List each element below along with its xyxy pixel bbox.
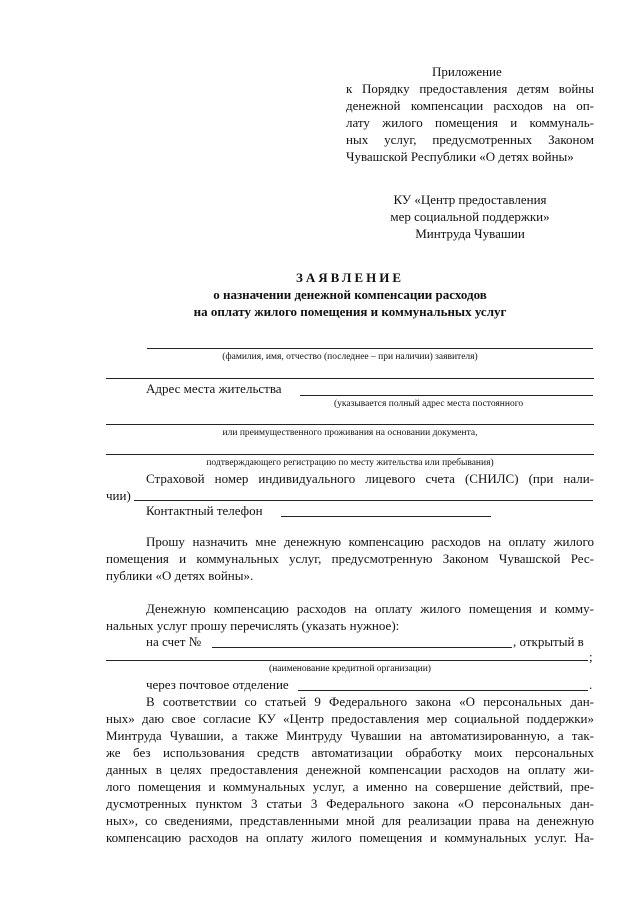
consent-line-2: ных» даю свое согласие КУ «Центр предоставления мер социальной поддержки» [106,711,594,726]
bank-field-line[interactable] [106,660,588,661]
appendix-title: Приложение [432,64,502,79]
consent-line-8: ных», со сведениями, представленными мной для реализации права на денежную [106,813,594,828]
consent-line-4: же без использования средств автоматизации обработку моих персональных [106,745,594,760]
form-subtitle-line-2: на оплату жилого помещения и коммунальных услуг [193,304,507,319]
addressee-line-3: Минтруда Чувашии [415,226,525,241]
post-office-label: через почтовое отделение [146,677,289,692]
snils-label: Страховой номер индивидуального лицевого счета (СНИЛС) (при нали- [146,471,594,486]
post-office-field-line[interactable] [298,690,588,691]
appendix-line-5: Чувашской Республики «О детях войны» [346,149,574,164]
account-suffix: , открытый в [513,634,584,649]
address-caption-2: или преимущественного проживания на основании документа, [222,428,478,438]
account-field-line[interactable] [212,647,512,648]
snils-field-line[interactable] [134,500,593,501]
consent-line-6: лого помещения и коммунальных услуг, а именно на совершение действий, пре- [106,779,594,794]
appendix-line-4: ных услуг, предусмотренных Законом [346,132,594,147]
post-office-period: . [589,677,593,692]
address-field-line-1[interactable] [300,395,593,396]
request-line-2: помещения и коммунальных услуг, предусмотренную Законом Чувашской Рес- [106,551,594,566]
address-caption-3: подтверждающего регистрацию по месту жительства или пребывания) [206,458,494,468]
fio-caption: (фамилия, имя, отчество (последнее – при наличии) заявителя) [222,352,478,362]
phone-label: Контактный телефон [146,503,263,518]
transfer-line-1: Денежную компенсацию расходов на оплату жилого помещения и комму- [146,601,594,616]
fio-field-line-2[interactable] [106,378,594,379]
form-subtitle-line-1: о назначении денежной компенсации расходов [213,287,487,302]
request-line-3: публики «О детях войны». [106,568,254,583]
address-field-line-3[interactable] [106,454,594,455]
transfer-line-2: нальных услуг прошу перечислять (указать нужное): [106,618,400,633]
bank-semicolon: ; [589,649,593,664]
consent-line-5: данных в целях предоставления денежной компенсации расходов на оплату жи- [106,762,594,777]
bank-caption: (наименование кредитной организации) [269,664,431,674]
consent-line-1: В соответствии со статьей 9 Федерального закона «О персональных дан- [146,694,594,709]
appendix-line-1: к Порядку предоставления детям войны [346,81,594,96]
request-line-1: Прошу назначить мне денежную компенсацию расходов на оплату жилого [146,534,594,549]
account-label: на счет № [146,634,202,649]
consent-line-9: компенсацию расходов на оплату жилого помещения и коммунальных услуг. На- [106,830,594,845]
form-title: ЗАЯВЛЕНИЕ [295,270,405,285]
addressee-line-2: мер социальной поддержки» [390,209,550,224]
address-label: Адрес места жительства [146,381,282,396]
addressee-line-1: КУ «Центр предоставления [393,192,547,207]
address-field-line-2[interactable] [106,424,594,425]
snils-label-continued: чии) [106,488,131,503]
consent-line-7: дусмотренных пунктом 3 статьи 3 Федерального закона «О персональных дан- [106,796,594,811]
phone-field-line[interactable] [281,516,491,517]
appendix-line-3: лату жилого помещения и коммуналь- [346,115,594,130]
appendix-line-2: денежной компенсации расходов на оп- [346,98,594,113]
address-caption-1: (указывается полный адрес места постоянного [334,399,524,409]
consent-line-3: Минтруда Чувашии, а также Минтруду Чувашии на автоматизированную, а так- [106,728,594,743]
fio-field-line[interactable] [147,348,593,349]
